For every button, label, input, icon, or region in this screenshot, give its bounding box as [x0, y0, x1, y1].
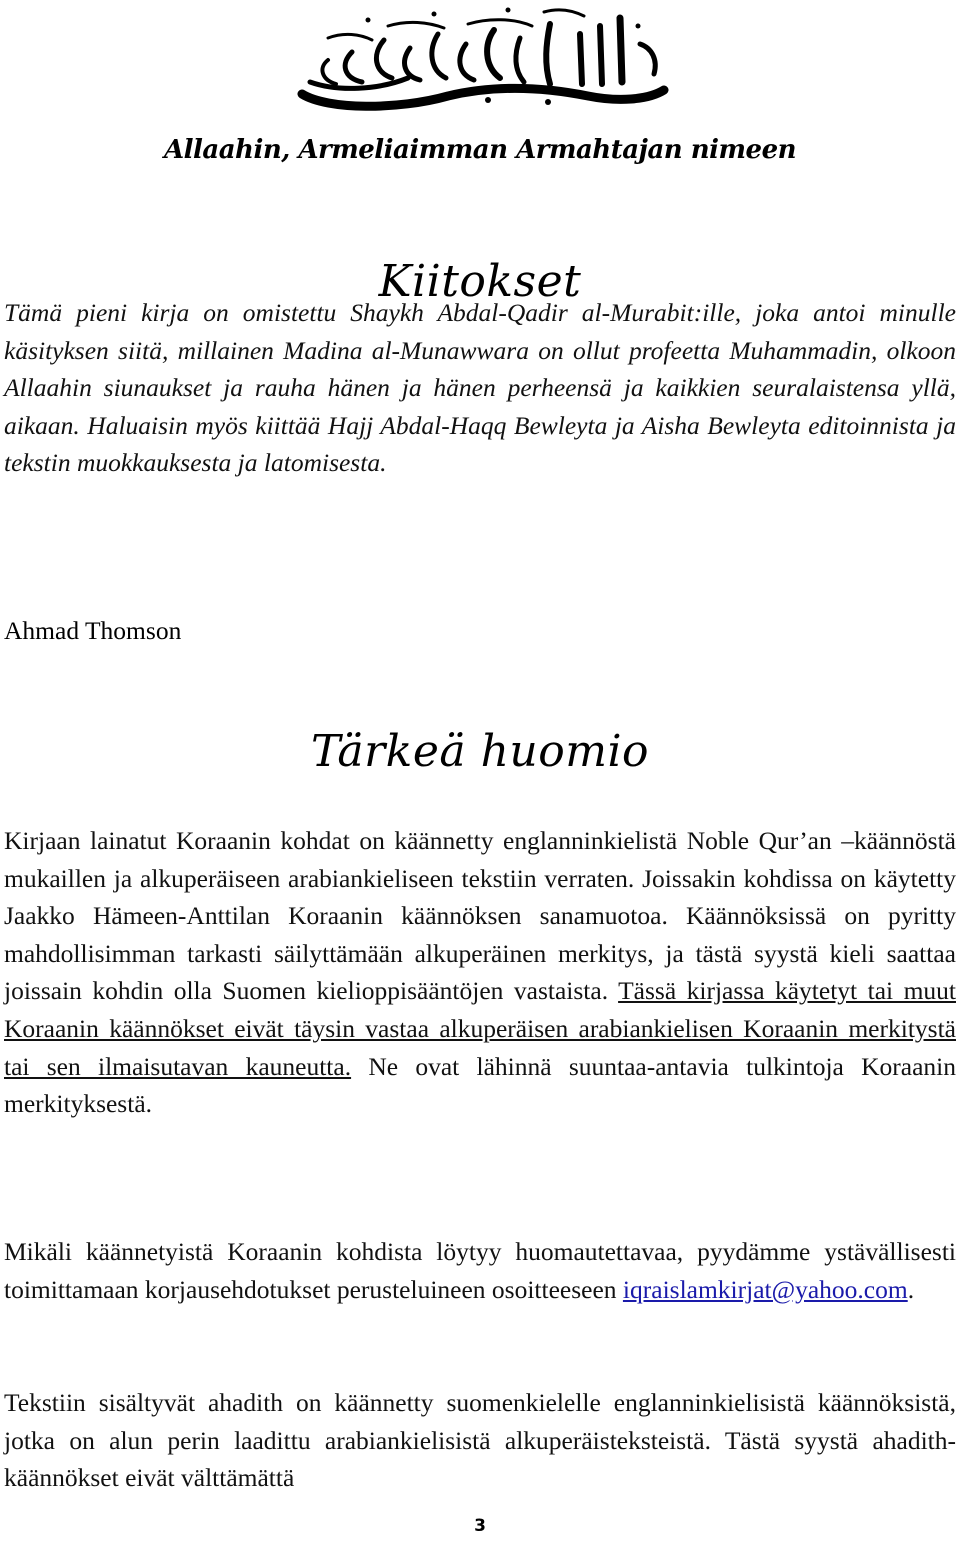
acknowledgements-paragraph: Tämä pieni kirja on omistettu Shaykh Abdal-Qadir al-Murabit:ille, joka antoi minulle käsityksen siitä, millainen Madina al-Munawwara on ollut profeetta Muhammadin, olkoon Allaahin siunaukset ja rauha hänen ja hänen perheensä ja kaikkien seuralaistensa yllä, aikaan. Haluaisin myös kiittää Hajj Abdal-Haqq Bewleyta ja Aisha Bewleyta editoinnista ja tekstin muokkauksesta ja latomisesta.	[4, 298, 956, 478]
basmala-calligraphy-icon	[288, 4, 674, 112]
notice-paragraph-1-start: Kirjaan lainatut Koraanin kohdat on käännetty englanninkielistä Noble Qur’an –käännöstä mukaillen ja alkuperäiseen arabiankieliseen tekstiin verraten. Joissakin kohdissa on käytetty Jaakko Hämeen-Anttilan Koraanin käännöksen sanamuotoa. Käännöksissä on pyritty mahdollisimman tarkasti säilyttämään alkuperäinen merkitys, ja tästä syystä kieli saattaa joissain kohdin olla Suomen kielioppisääntöjen vastaista.	[4, 826, 956, 1006]
notice-underlined-text: Tässä kirjassa käytetyt tai muut Koraanin käännökset eivät täysin vastaa alkuperäisen arabiankielisen Koraanin merkitystä tai sen ilmaisutavan kauneutta.	[4, 976, 956, 1081]
email-link[interactable]: iqraislamkirjat@yahoo.com	[622, 1274, 908, 1304]
author-signature: Ahmad Thomson	[4, 616, 182, 645]
notice-paragraph-1	[4, 822, 956, 1123]
notice-paragraph-2-start: Mikäli käännetyistä Koraanin kohdista löytyy huomautettavaa, pyydämme ystävällisesti toimittamaan korjausehdotukset perusteluineen osoitteeseen	[4, 1237, 956, 1304]
notice-paragraph-2	[4, 1233, 956, 1308]
notice-paragraph-1-end: Ne ovat lähinnä suuntaa-antavia tulkintoja Koraanin merkityksestä.	[4, 1051, 956, 1119]
page-number: 3	[474, 1516, 486, 1536]
basmala-subtitle: Allaahin, Armeliaimman Armahtajan nimeen	[163, 135, 797, 165]
notice-paragraph-2-end: .	[907, 1274, 915, 1304]
notice-paragraph-3: Tekstiin sisältyvät ahadith on käännetty suomenkielelle englanninkielisistä käännöksistä, jotka on alun perin laadittu arabiankielisistä alkuperäisteksteistä. Tästä syystä ahadith-käännökset eivät välttämättä	[4, 1388, 956, 1493]
acknowledgements-heading: Kiitokset	[378, 256, 582, 307]
notice-heading: Tärkeä huomio	[310, 726, 650, 777]
